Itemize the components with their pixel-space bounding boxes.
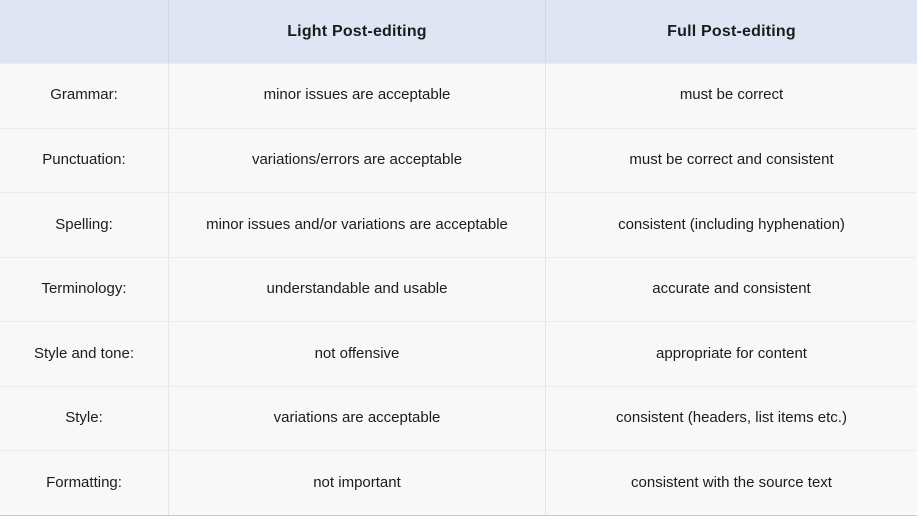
row-label-punctuation: Punctuation: — [0, 128, 168, 193]
style-full-value: consistent (headers, list items etc.) — [545, 386, 917, 451]
grammar-full-value: must be correct — [545, 63, 917, 128]
row-label-style: Style: — [0, 386, 168, 451]
row-label-formatting: Formatting: — [0, 450, 168, 515]
header-light-post-editing: Light Post-editing — [168, 0, 545, 63]
spelling-light-value: minor issues and/or variations are acceptable — [168, 192, 545, 257]
terminology-light-value: understandable and usable — [168, 257, 545, 322]
row-label-spelling: Spelling: — [0, 192, 168, 257]
header-corner-cell — [0, 0, 168, 63]
formatting-full-value: consistent with the source text — [545, 450, 917, 515]
formatting-light-value: not important — [168, 450, 545, 515]
terminology-full-value: accurate and consistent — [545, 257, 917, 322]
punctuation-light-value: variations/errors are acceptable — [168, 128, 545, 193]
row-label-grammar: Grammar: — [0, 63, 168, 128]
row-label-terminology: Terminology: — [0, 257, 168, 322]
style-and-tone-full-value: appropriate for content — [545, 321, 917, 386]
grammar-light-value: minor issues are acceptable — [168, 63, 545, 128]
spelling-full-value: consistent (including hyphenation) — [545, 192, 917, 257]
style-light-value: variations are acceptable — [168, 386, 545, 451]
punctuation-full-value: must be correct and consistent — [545, 128, 917, 193]
row-label-style-and-tone: Style and tone: — [0, 321, 168, 386]
style-and-tone-light-value: not offensive — [168, 321, 545, 386]
header-full-post-editing: Full Post-editing — [545, 0, 917, 63]
